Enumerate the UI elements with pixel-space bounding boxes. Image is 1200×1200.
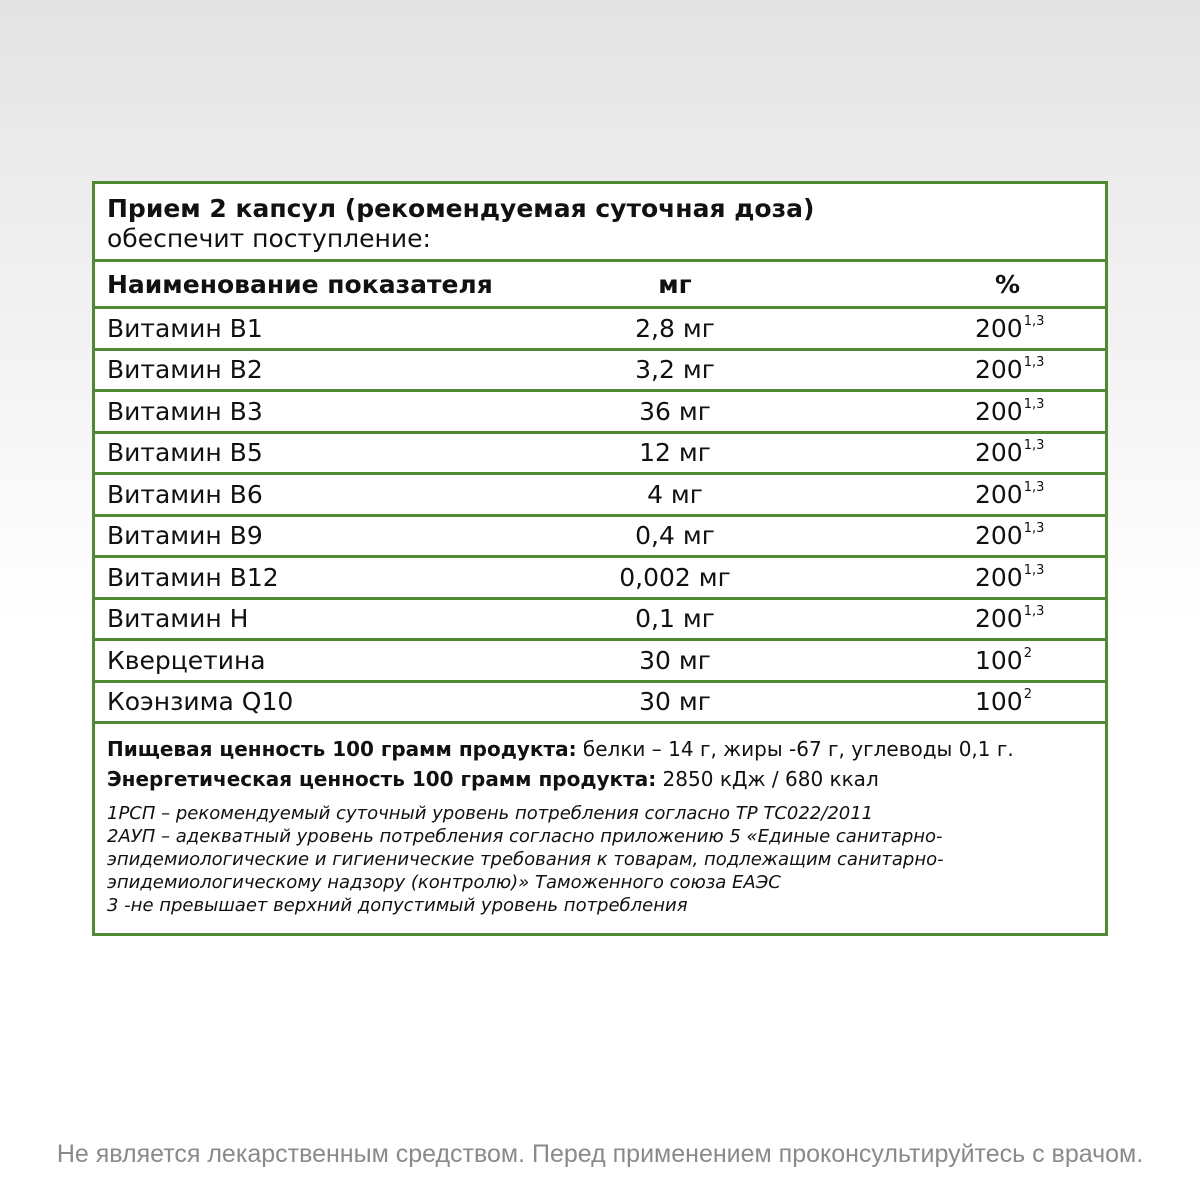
nutrient-amount: 12 мг <box>639 438 711 468</box>
nutrient-percent-cell <box>785 687 1105 716</box>
nutrient-percent: 100 <box>975 687 1023 717</box>
column-header-mg: мг <box>658 269 692 299</box>
food-value-text: белки – 14 г, жиры -67 г, углеводы 0,1 г. <box>576 737 1014 761</box>
nutrient-percent-cell <box>785 646 1105 675</box>
footnotes <box>107 802 1093 917</box>
table-body <box>95 309 1105 724</box>
nutrient-percent: 200 <box>975 479 1023 509</box>
nutrient-percent: 200 <box>975 604 1023 634</box>
food-value-line <box>107 734 1093 764</box>
nutrient-name: Витамин B5 <box>107 438 263 468</box>
nutrient-name: Витамин B1 <box>107 313 263 343</box>
food-value-label: Пищевая ценность 100 грамм продукта: <box>107 737 577 761</box>
nutrient-percent-cell <box>785 521 1105 550</box>
nutrient-percent: 200 <box>975 521 1023 551</box>
nutrient-percent: 200 <box>975 396 1023 426</box>
nutrient-name: Коэнзима Q10 <box>107 687 294 717</box>
nutrient-name: Кверцетина <box>107 645 266 675</box>
table-row <box>95 600 1105 642</box>
table-row <box>95 683 1105 725</box>
footnote-reference: 2 <box>1023 687 1032 703</box>
table-row <box>95 641 1105 683</box>
footnote-line: эпидемиологическому надзору (контролю)» Таможенного союза ЕАЭС <box>107 872 781 893</box>
table-row <box>95 517 1105 559</box>
footnote-reference: 1,3 <box>1023 396 1045 412</box>
nutrient-amount: 4 мг <box>647 479 703 509</box>
column-header-name: Наименование показателя <box>107 269 493 299</box>
table-row <box>95 558 1105 600</box>
nutrient-percent: 200 <box>975 355 1023 385</box>
nutrient-amount: 3,2 мг <box>635 355 715 385</box>
footnote-line: 3 -не превышает верхний допустимый уровень потребления <box>107 895 688 916</box>
nutrient-percent: 200 <box>975 313 1023 343</box>
nutrient-amount: 30 мг <box>639 687 711 717</box>
nutrient-percent-cell <box>785 314 1105 343</box>
footnote-reference: 1,3 <box>1023 479 1045 495</box>
nutrient-name: Витамин B9 <box>107 521 263 551</box>
footnote-reference: 1,3 <box>1023 562 1045 578</box>
notes-section <box>95 724 1105 917</box>
nutrient-amount: 2,8 мг <box>635 313 715 343</box>
footnote-reference: 1,3 <box>1023 313 1045 329</box>
nutrition-panel <box>92 181 1108 936</box>
nutrient-percent: 200 <box>975 438 1023 468</box>
nutrient-name: Витамин B12 <box>107 562 279 592</box>
nutrient-percent-cell <box>785 438 1105 467</box>
footnote-reference: 1,3 <box>1023 438 1045 454</box>
nutrient-name: Витамин B6 <box>107 479 263 509</box>
nutrient-amount: 0,1 мг <box>635 604 715 634</box>
table-row <box>95 475 1105 517</box>
dose-subtitle: обеспечит поступление: <box>107 224 431 253</box>
nutrient-amount: 0,002 мг <box>619 562 731 592</box>
nutrient-name: Витамин B2 <box>107 355 263 385</box>
nutrient-amount: 30 мг <box>639 645 711 675</box>
nutrient-percent-cell <box>785 563 1105 592</box>
footnote-line: 2АУП – адекватный уровень потребления согласно приложению 5 «Единые санитарно- <box>107 826 943 847</box>
energy-value-text: 2850 кДж / 680 ккал <box>656 767 879 791</box>
footnote-line: 1РСП – рекомендуемый суточный уровень потребления согласно ТР ТС022/2011 <box>107 803 874 824</box>
nutrient-percent-cell <box>785 397 1105 426</box>
footnote-reference: 1,3 <box>1023 604 1045 620</box>
footnote-reference: 1,3 <box>1023 521 1045 537</box>
table-row <box>95 351 1105 393</box>
dose-title: Прием 2 капсул (рекомендуемая суточная доза) <box>107 194 815 223</box>
column-header-percent: % <box>995 269 1021 299</box>
footnote-reference: 2 <box>1023 645 1032 661</box>
nutrient-percent-cell <box>785 355 1105 384</box>
nutrient-percent-cell <box>785 480 1105 509</box>
table-row <box>95 309 1105 351</box>
nutrient-name: Витамин B3 <box>107 396 263 426</box>
nutrient-amount: 0,4 мг <box>635 521 715 551</box>
disclaimer-text: Не является лекарственным средством. Перед применением проконсультируйтесь с врачом. <box>56 1140 1144 1168</box>
table-row <box>95 434 1105 476</box>
nutrient-percent-cell <box>785 604 1105 633</box>
footnote-reference: 1,3 <box>1023 355 1045 371</box>
energy-value-line <box>107 764 1093 794</box>
energy-value-label: Энергетическая ценность 100 грамм продукта: <box>107 767 657 791</box>
footnote-line: эпидемиологические и гигиенические требования к товарам, подлежащим санитарно- <box>107 849 944 870</box>
nutrient-amount: 36 мг <box>639 396 711 426</box>
table-header-row <box>95 262 1105 309</box>
nutrient-name: Витамин H <box>107 604 249 634</box>
nutrient-percent: 100 <box>975 645 1023 675</box>
table-row <box>95 392 1105 434</box>
panel-header <box>95 184 1105 262</box>
nutrient-percent: 200 <box>975 562 1023 592</box>
